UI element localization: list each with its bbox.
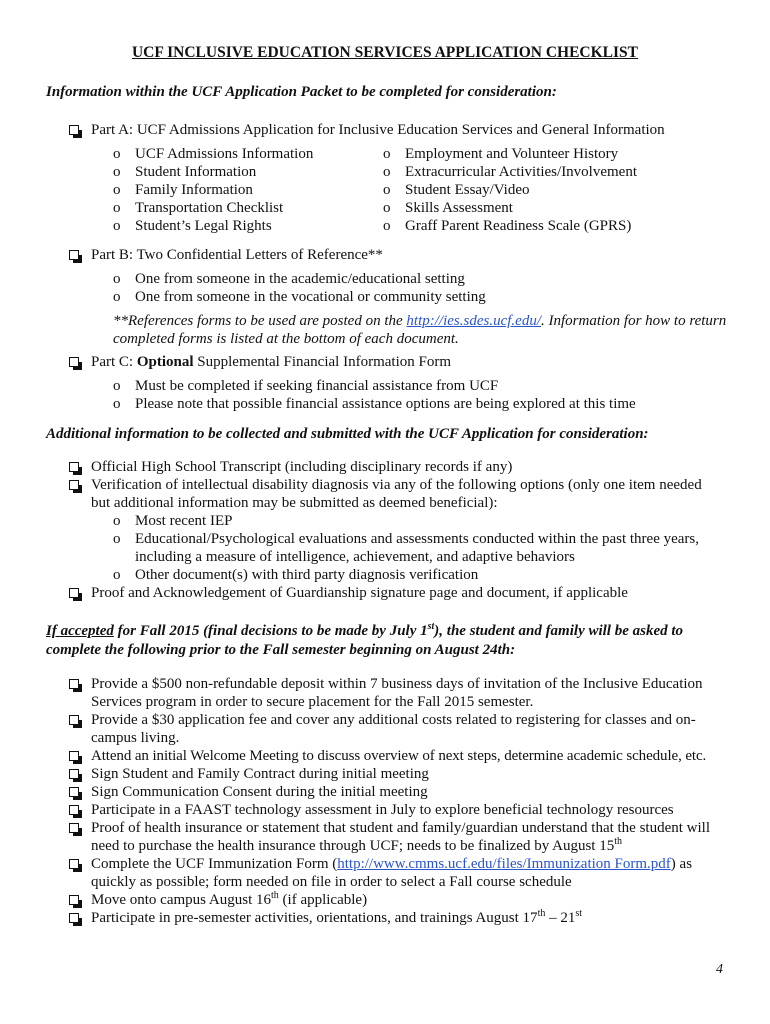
list-item: Employment and Volunteer History (405, 146, 619, 162)
part-a-label: Part A: UCF Admissions Application for Inclusive Education Services and General Information (91, 122, 665, 138)
part-c-prefix: Part C: (91, 354, 137, 370)
list-item: Educational/Psychological evaluations and assessments conducted within the past three years, including a measure of intelligence, achievement, and adaptive behaviors (135, 531, 700, 565)
checkbox-pre-semester[interactable] (69, 913, 79, 923)
immunization-text: Complete the UCF Immunization Form ( (91, 856, 338, 872)
bullet-marker: o (113, 164, 121, 180)
checkbox-welcome-meeting[interactable] (69, 751, 79, 761)
pre-semester-text: Participate in pre-semester activities, orientations, and trainings August 17 (91, 910, 538, 926)
move-in-text: Move onto campus August 16 (91, 892, 271, 908)
superscript: st (575, 908, 583, 919)
bullet-marker: o (383, 218, 391, 234)
checkbox-verification[interactable] (69, 480, 79, 490)
if-accepted-text: If accepted (46, 623, 114, 639)
checkbox-deposit[interactable] (69, 679, 79, 689)
heading-text: ), the student and family will be asked to complete the following prior to the Fall semester beginning on August 24th: (46, 623, 684, 658)
superscript: th (271, 890, 279, 901)
part-b-label: Part B: Two Confidential Letters of Reference** (91, 247, 383, 263)
guardianship-item: Proof and Acknowledgement of Guardianship signature page and document, if applicable (91, 585, 628, 601)
immunization-text: ) as quickly as possible; form needed on file in order to select a Fall course schedule (91, 856, 693, 890)
checkbox-insurance[interactable] (69, 823, 79, 833)
immunization-item (91, 855, 721, 891)
bullet-marker: o (383, 146, 391, 162)
list-item: Student Essay/Video (405, 182, 530, 198)
checkbox-consent[interactable] (69, 787, 79, 797)
list-item: Student’s Legal Rights (135, 218, 272, 234)
checkbox-part-b[interactable] (69, 250, 79, 260)
bullet-marker: o (383, 164, 391, 180)
bullet-marker: o (113, 396, 121, 412)
move-in-item (91, 891, 367, 909)
bullet-marker: o (113, 378, 121, 394)
consent-item: Sign Communication Consent during the initial meeting (91, 784, 428, 800)
immunization-form-link[interactable]: http://www.cmms.ucf.edu/files/Immunization Form.pdf (337, 856, 671, 872)
faast-item: Participate in a FAAST technology assessment in July to explore beneficial technology resources (91, 802, 674, 818)
list-item: One from someone in the vocational or community setting (135, 289, 486, 305)
page-title: UCF INCLUSIVE EDUCATION SERVICES APPLICATION CHECKLIST (131, 44, 639, 61)
checkbox-immunization[interactable] (69, 859, 79, 869)
checkbox-fee[interactable] (69, 715, 79, 725)
list-item: Please note that possible financial assistance options are being explored at this time (135, 396, 636, 412)
checkbox-contract[interactable] (69, 769, 79, 779)
list-item: Must be completed if seeking financial assistance from UCF (135, 378, 499, 394)
list-item: Most recent IEP (135, 513, 233, 529)
checkbox-faast[interactable] (69, 805, 79, 815)
part-c-label (91, 353, 451, 371)
bullet-marker: o (113, 531, 121, 547)
bullet-marker: o (383, 200, 391, 216)
note-text: . Information for how to return completed forms is listed at the bottom of each document. (113, 313, 727, 347)
superscript: th (614, 836, 622, 847)
page-number: 4 (716, 962, 723, 977)
contract-item: Sign Student and Family Contract during initial meeting (91, 766, 429, 782)
section-heading-application-packet: Information within the UCF Application Packet to be completed for consideration: (46, 84, 557, 100)
bullet-marker: o (113, 218, 121, 234)
insurance-text: Proof of health insurance or statement that student and family/guardian understand that the student will need to purchase the health insurance through UCF; needs to be finalized by August 15 (91, 820, 711, 854)
list-item: UCF Admissions Information (135, 146, 314, 162)
list-item: Student Information (135, 164, 257, 180)
bullet-marker: o (113, 513, 121, 529)
part-c-suffix: Supplemental Financial Information Form (193, 354, 451, 370)
section-heading-additional-info: Additional information to be collected and submitted with the UCF Application for consideration: (46, 426, 649, 442)
checkbox-move-in[interactable] (69, 895, 79, 905)
checkbox-guardianship[interactable] (69, 588, 79, 598)
section-heading-if-accepted (46, 622, 726, 660)
bullet-marker: o (113, 200, 121, 216)
bullet-marker: o (383, 182, 391, 198)
list-item: Extracurricular Activities/Involvement (405, 164, 638, 180)
checkbox-part-c[interactable] (69, 357, 79, 367)
bullet-marker: o (113, 182, 121, 198)
move-in-text: (if applicable) (278, 892, 368, 908)
bullet-marker: o (113, 271, 121, 287)
list-item: Graff Parent Readiness Scale (GPRS) (405, 218, 632, 234)
optional-label: Optional (136, 354, 194, 370)
verification-item: Verification of intellectual disability diagnosis via any of the following options (only one item needed but additional information may be submitted as deemed beneficial): (91, 477, 702, 511)
superscript: th (537, 908, 546, 919)
deposit-item: Provide a $500 non-refundable deposit within 7 business days of invitation of the Inclusive Education Services program in order to secure placement for the Fall 2015 semester. (91, 676, 703, 710)
references-note (113, 312, 733, 348)
heading-text: for Fall 2015 (final decisions to be made by July 1 (113, 623, 428, 639)
pre-semester-text: – 21 (545, 910, 576, 926)
fee-item: Provide a $30 application fee and cover any additional costs related to registering for classes and on-campus living. (91, 712, 696, 746)
list-item: One from someone in the academic/educational setting (135, 271, 465, 287)
list-item: Skills Assessment (405, 200, 513, 216)
list-item: Transportation Checklist (135, 200, 284, 216)
ies-website-link[interactable]: http://ies.sdes.ucf.edu/ (406, 313, 541, 329)
note-text: **References forms to be used are posted on the (113, 313, 407, 329)
welcome-meeting-item: Attend an initial Welcome Meeting to discuss overview of next steps, determine academic schedule, etc. (91, 748, 707, 764)
checkbox-part-a[interactable] (69, 125, 79, 135)
list-item: Family Information (135, 182, 253, 198)
checkbox-transcript[interactable] (69, 462, 79, 472)
bullet-marker: o (113, 567, 121, 583)
bullet-marker: o (113, 146, 121, 162)
list-item: Other document(s) with third party diagnosis verification (135, 567, 479, 583)
transcript-item: Official High School Transcript (including disciplinary records if any) (91, 459, 513, 475)
bullet-marker: o (113, 289, 121, 305)
pre-semester-item (91, 909, 582, 927)
superscript: st (427, 621, 435, 632)
insurance-item (91, 819, 721, 855)
